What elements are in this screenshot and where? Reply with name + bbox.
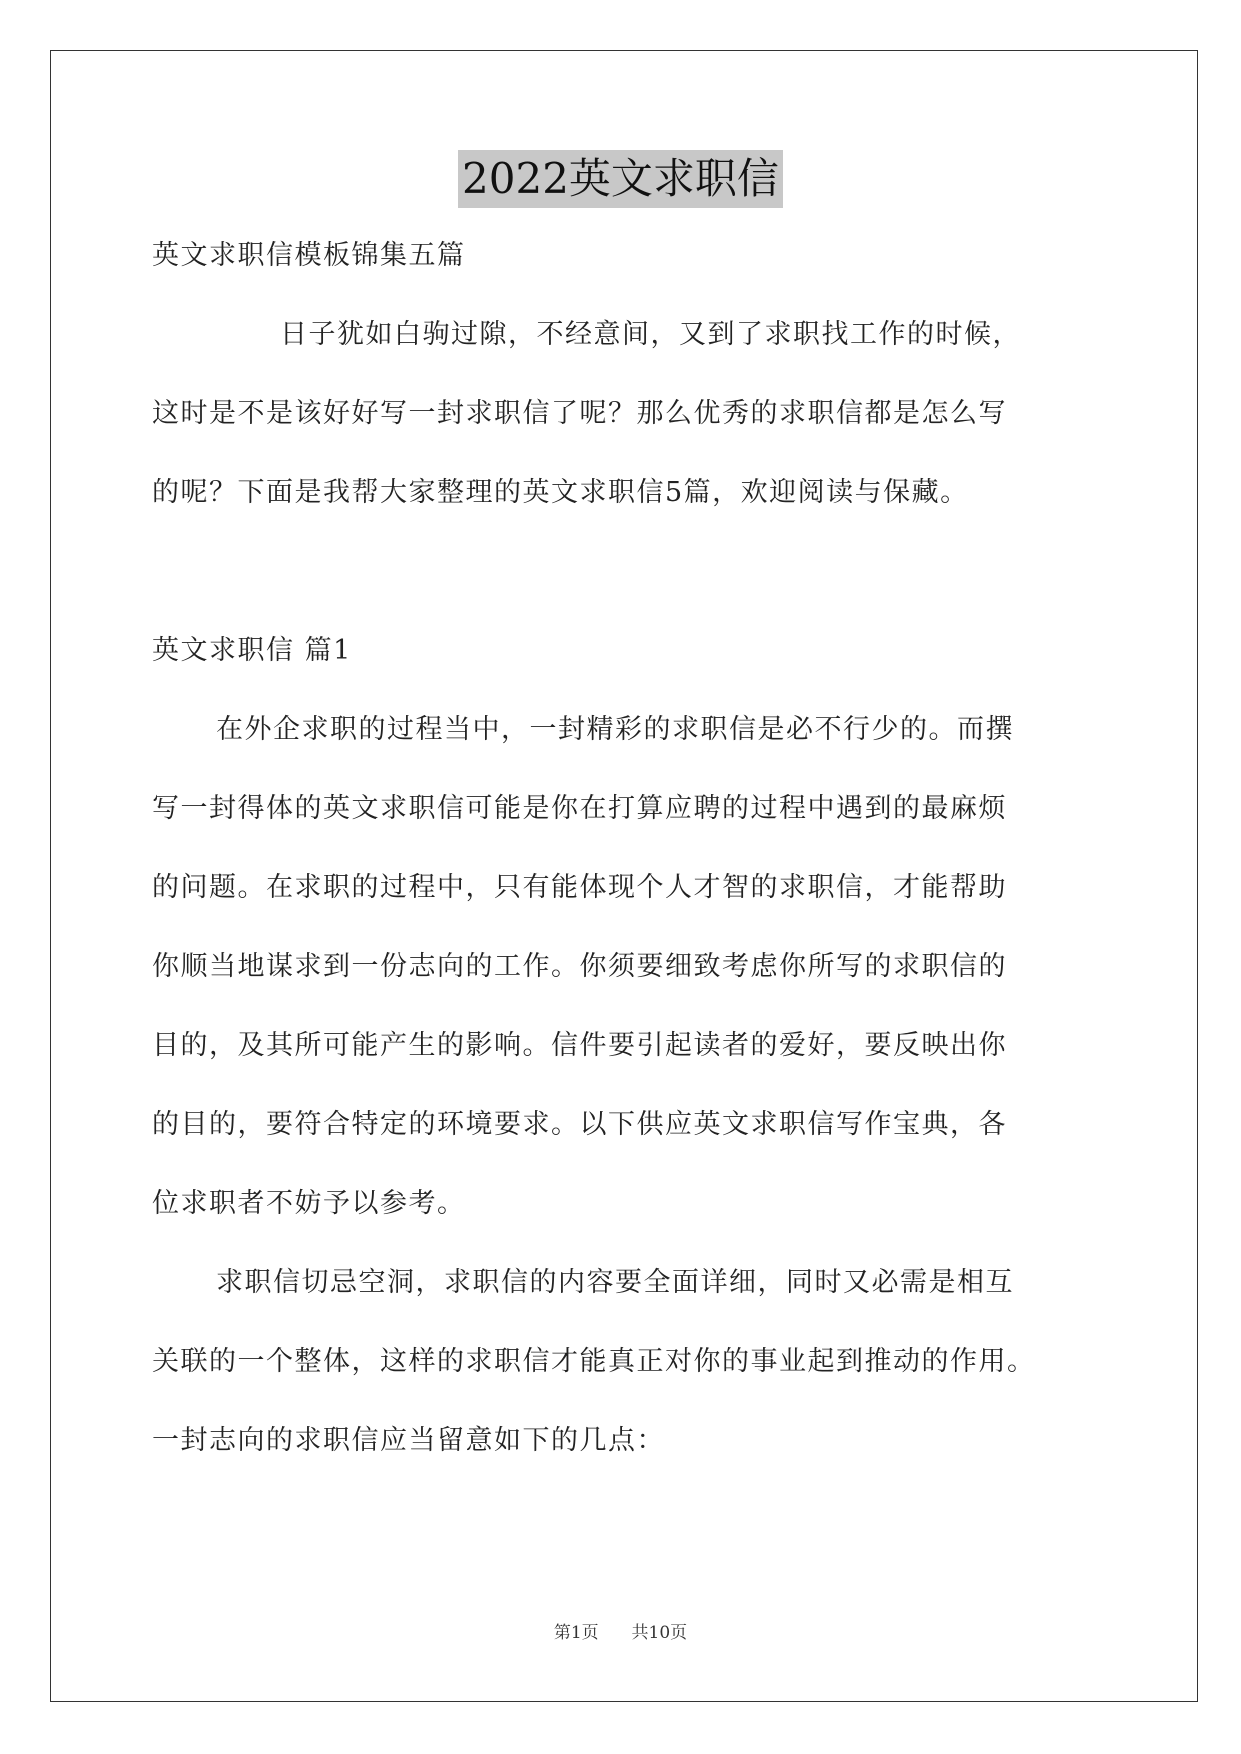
page-number-total: 共10页	[631, 1623, 688, 1643]
page-number-current: 第1页	[553, 1623, 599, 1643]
blank-line	[152, 552, 1092, 631]
paragraph-line: 的问题。在求职的过程中，只有能体现个人才智的求职信，才能帮助	[152, 872, 1007, 903]
document-title: 2022英文求职信	[458, 150, 783, 208]
document-body	[152, 236, 1092, 1500]
section-heading: 英文求职信 篇1	[152, 635, 352, 666]
paragraph-line: 求职信切忌空洞，求职信的内容要全面详细，同时又必需是相互	[216, 1267, 1014, 1298]
paragraph-line: 的目的，要符合特定的环境要求。以下供应英文求职信写作宝典，各	[152, 1109, 1007, 1140]
page-footer	[0, 1618, 1241, 1643]
paragraph-line: 你顺当地谋求到一份志向的工作。你须要细致考虑你所写的求职信的	[152, 951, 1007, 982]
paragraph-line: 在外企求职的过程当中，一封精彩的求职信是必不行少的。而撰	[216, 714, 1014, 745]
paragraph-line: 位求职者不妨予以参考。	[152, 1188, 466, 1219]
paragraph-line: 关联的一个整体，这样的求职信才能真正对你的事业起到推动的作用。	[152, 1346, 1036, 1377]
document-subtitle: 英文求职信模板锦集五篇	[152, 240, 466, 271]
title-container	[0, 150, 1241, 208]
paragraph-line: 目的，及其所可能产生的影响。信件要引起读者的爱好，要反映出你	[152, 1030, 1007, 1061]
paragraph-line: 写一封得体的英文求职信可能是你在打算应聘的过程中遇到的最麻烦	[152, 793, 1007, 824]
intro-line: 的呢？下面是我帮大家整理的英文求职信5篇，欢迎阅读与保藏。	[152, 477, 969, 508]
intro-line: 日子犹如白驹过隙，不经意间，又到了求职找工作的时候，	[280, 319, 1021, 350]
paragraph-line: 一封志向的求职信应当留意如下的几点：	[152, 1425, 665, 1456]
intro-line: 这时是不是该好好写一封求职信了呢？那么优秀的求职信都是怎么写	[152, 398, 1007, 429]
